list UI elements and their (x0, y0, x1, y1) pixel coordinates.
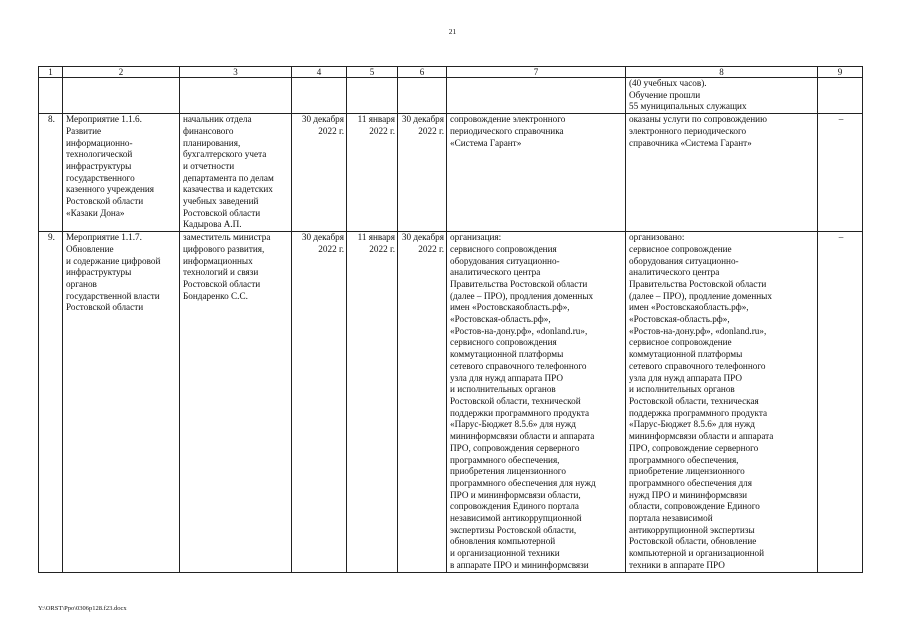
cell-text-line: аналитического центра (450, 267, 541, 278)
cell-text-line: 30 декабря (401, 232, 444, 243)
cell-text-line: ПРО и мининформсвязи области, (450, 489, 581, 500)
cell-text-line: техники в аппарате ПРО (629, 559, 725, 570)
column-header: 7 (447, 67, 626, 78)
cell-text-line: Обучение прошли (629, 89, 701, 100)
cell-text-line: сервисное сопровождение (629, 337, 732, 348)
start-date-cell (347, 114, 398, 232)
end-date-cell (398, 232, 447, 572)
cell-text-line: Мероприятие 1.1.6. (66, 114, 142, 125)
cell-text-line: «Ростовская-область.рф», (629, 314, 730, 325)
cell-text-line: и отчетности (183, 160, 235, 171)
table-row (39, 114, 863, 232)
column-header: 8 (626, 67, 818, 78)
cell-text-line: программного обеспечения, (450, 454, 560, 465)
cell-text-line: сопровождение электронного (450, 114, 566, 125)
cell-text-line: Правительства Ростовской области (629, 278, 767, 289)
cell-text-line: в аппарате ПРО и мининформсвязи (450, 559, 589, 570)
column-header: 1 (39, 67, 63, 78)
cell-text-line: «Ростов-на-дону.рф», «donland.ru», (450, 325, 588, 336)
cell-text-line: организация: (450, 232, 502, 243)
cell-text-line: 2022 г. (418, 125, 444, 136)
column-header: 2 (63, 67, 180, 78)
row-number: 9. (39, 232, 63, 572)
cell-text-line: независимой антикоррупционной (450, 513, 582, 524)
cell-text-line: Мероприятие 1.1.7. (66, 232, 142, 243)
cell-text-line: планирования, (183, 137, 241, 148)
cell-text-line: сервисного сопровождения (450, 337, 557, 348)
cell-text-line: приобретение лицензионного (629, 466, 745, 477)
cell-text-line: программного обеспечения для (629, 477, 752, 488)
cell-text-line: поддержка программного продукта (629, 407, 768, 418)
cell-text-line: оборудования ситуационно- (450, 255, 560, 266)
cell-text-line: казенного учреждения (66, 184, 155, 195)
cell-text-line: сервисного сопровождения (450, 243, 557, 254)
cell-text-line: области, сопровождение Единого (629, 501, 760, 512)
cell-text-line: Ростовской области, обновление (629, 536, 757, 547)
planned-date-cell (292, 232, 347, 572)
cell-text-line: оборудования ситуационно- (629, 255, 739, 266)
row-number: 8. (39, 114, 63, 232)
cell-text-line: казачества и кадетских (183, 184, 273, 195)
cell-text-line: и исполнительных органов (629, 384, 735, 395)
start-date-cell (347, 232, 398, 572)
cell-text-line: 11 января (357, 114, 395, 125)
cell-text-line: учебных заведений (183, 196, 259, 207)
cell-text-line: цифрового развития, (183, 243, 265, 254)
cell-text-line: 2022 г. (318, 243, 344, 254)
planned-result-cell (447, 114, 626, 232)
cell-text-line: технологий и связи (183, 267, 259, 278)
report-table (38, 66, 863, 573)
column-header: 4 (292, 67, 347, 78)
cell-text-line: 55 муниципальных служащих (629, 101, 747, 112)
actual-result-cell (626, 114, 818, 232)
cell-text-line: сетевого справочного телефонного (450, 360, 587, 371)
cell-text-line: экспертизы Ростовской области, (450, 524, 577, 535)
cell-text-line: компьютерной и организационной (629, 548, 765, 559)
cell-text-line: электронного периодического (629, 125, 747, 136)
file-path-footer: Y:\ORST\Ppo\0306p128.f23.docx (38, 605, 127, 612)
cell-text-line: инфраструктуры (66, 160, 132, 171)
column-header: 6 (398, 67, 447, 78)
cell-text-line: 2022 г. (418, 243, 444, 254)
cell-text-line: департамента по делам (183, 172, 274, 183)
cell-text-line: сервисное сопровождение (629, 243, 732, 254)
cell-text-line: сопровождения Единого портала (450, 501, 579, 512)
cell-text-line: (далее – ПРО), продления доменных (450, 290, 594, 301)
cell-text-line: коммутационной платформы (629, 349, 743, 360)
cell-text-line: информационно- (66, 137, 133, 148)
cell-text-line: Обновление (66, 243, 114, 254)
cell-text-line: приобретения лицензионного (450, 466, 566, 477)
page-number: 21 (448, 27, 457, 36)
cell-text-line: 30 декабря (301, 232, 344, 243)
notes-cell: – (818, 114, 863, 232)
cell-text-line: нужд ПРО и мининформсвязи (629, 489, 748, 500)
cell-text-line: бухгалтерского учета (183, 149, 267, 160)
cell-text-line: узла для нужд аппарата ПРО (450, 372, 563, 383)
cell-text-line: 30 декабря (401, 114, 444, 125)
cell-text-line: 30 декабря (301, 114, 344, 125)
cell-text-line: мининформсвязи области и аппарата (450, 431, 595, 442)
cell-text-line: антикоррупционной экспертизы (629, 524, 755, 535)
column-header: 3 (180, 67, 292, 78)
cell-text-line: 2022 г. (369, 125, 395, 136)
cell-text-line: периодического справочника (450, 125, 564, 136)
cell-text-line: имен «Ростовскаяобласть.рф», (629, 302, 749, 313)
cell-text-line: заместитель министра (183, 232, 271, 243)
cell-text-line: Ростовской области, технической (450, 395, 581, 406)
cell-text-line: инфраструктуры (66, 267, 132, 278)
cell-text-line: «Ростов-на-дону.рф», «donland.ru», (629, 325, 767, 336)
cell-text-line: Ростовской области (183, 278, 261, 289)
responsible-cell (180, 232, 292, 572)
cell-text-line: программного обеспечения, (629, 454, 739, 465)
cell-text-line: и исполнительных органов (450, 384, 556, 395)
cell-text-line: 2022 г. (369, 243, 395, 254)
cell-text-line: (40 учебных часов). (629, 78, 707, 88)
cell-text-line: организовано: (629, 232, 685, 243)
cell-text-line: технологической (66, 149, 133, 160)
cell-text-line: мининформсвязи области и аппарата (629, 431, 774, 442)
cell-text-line: поддержки программного продукта (450, 407, 590, 418)
cell-text-line: Ростовской области, техническая (629, 395, 759, 406)
cell-text-line: 11 января (357, 232, 395, 243)
cell-text-line: Ростовской области (66, 302, 144, 313)
cell-text-line: Кадырова А.П. (183, 219, 242, 230)
planned-date-cell (292, 114, 347, 232)
responsible-cell (180, 114, 292, 232)
cell-text-line: Бондаренко С.С. (183, 290, 248, 301)
cell-text-line: коммутационной платформы (450, 349, 564, 360)
continued-result-cell (626, 78, 818, 114)
cell-text-line: финансового (183, 125, 234, 136)
cell-text-line: «Парус-Бюджет 8.5.6» для нужд (629, 419, 755, 430)
cell-text-line: Развитие (66, 125, 102, 136)
cell-text-line: оказаны услуги по сопровождению (629, 114, 767, 125)
cell-text-line: начальник отдела (183, 114, 252, 125)
cell-text-line: и содержание цифровой (66, 255, 161, 266)
cell-text-line: ПРО, сопровождения серверного (450, 442, 580, 453)
event-cell (63, 114, 180, 232)
cell-text-line: справочника «Система Гарант» (629, 137, 752, 148)
cell-text-line: сетевого справочного телефонного (629, 360, 766, 371)
cell-text-line: (далее – ПРО), продление доменных (629, 290, 772, 301)
event-cell (63, 232, 180, 572)
column-header: 9 (818, 67, 863, 78)
cell-text-line: узла для нужд аппарата ПРО (629, 372, 742, 383)
cell-text-line: имен «Ростовскаяобласть.рф», (450, 302, 570, 313)
column-header: 5 (347, 67, 398, 78)
cell-text-line: государственной власти (66, 290, 160, 301)
cell-text-line: ПРО, сопровождение серверного (629, 442, 759, 453)
cell-text-line: информационных (183, 255, 253, 266)
cell-text-line: и организационной техники (450, 548, 560, 559)
cell-text-line: портала независимой (629, 513, 713, 524)
cell-text-line: «Ростовская-область.рф», (450, 314, 551, 325)
cell-text-line: 2022 г. (318, 125, 344, 136)
cell-text-line: государственного (66, 172, 135, 183)
cell-text-line: аналитического центра (629, 267, 720, 278)
column-number-row (39, 67, 863, 78)
actual-result-cell (626, 232, 818, 572)
cell-text-line: Ростовской области (66, 196, 144, 207)
planned-result-cell (447, 232, 626, 572)
cell-text-line: программного обеспечения для нужд (450, 477, 596, 488)
table-row (39, 232, 863, 572)
notes-cell: – (818, 232, 863, 572)
cell-text-line: обновления компьютерной (450, 536, 556, 547)
continued-row (39, 78, 863, 114)
cell-text-line: Правительства Ростовской области (450, 278, 588, 289)
cell-text-line: органов (66, 278, 97, 289)
cell-text-line: «Система Гарант» (450, 137, 522, 148)
end-date-cell (398, 114, 447, 232)
cell-text-line: «Парус-Бюджет 8.5.6» для нужд (450, 419, 576, 430)
cell-text-line: «Казаки Дона» (66, 207, 125, 218)
cell-text-line: Ростовской области (183, 207, 261, 218)
